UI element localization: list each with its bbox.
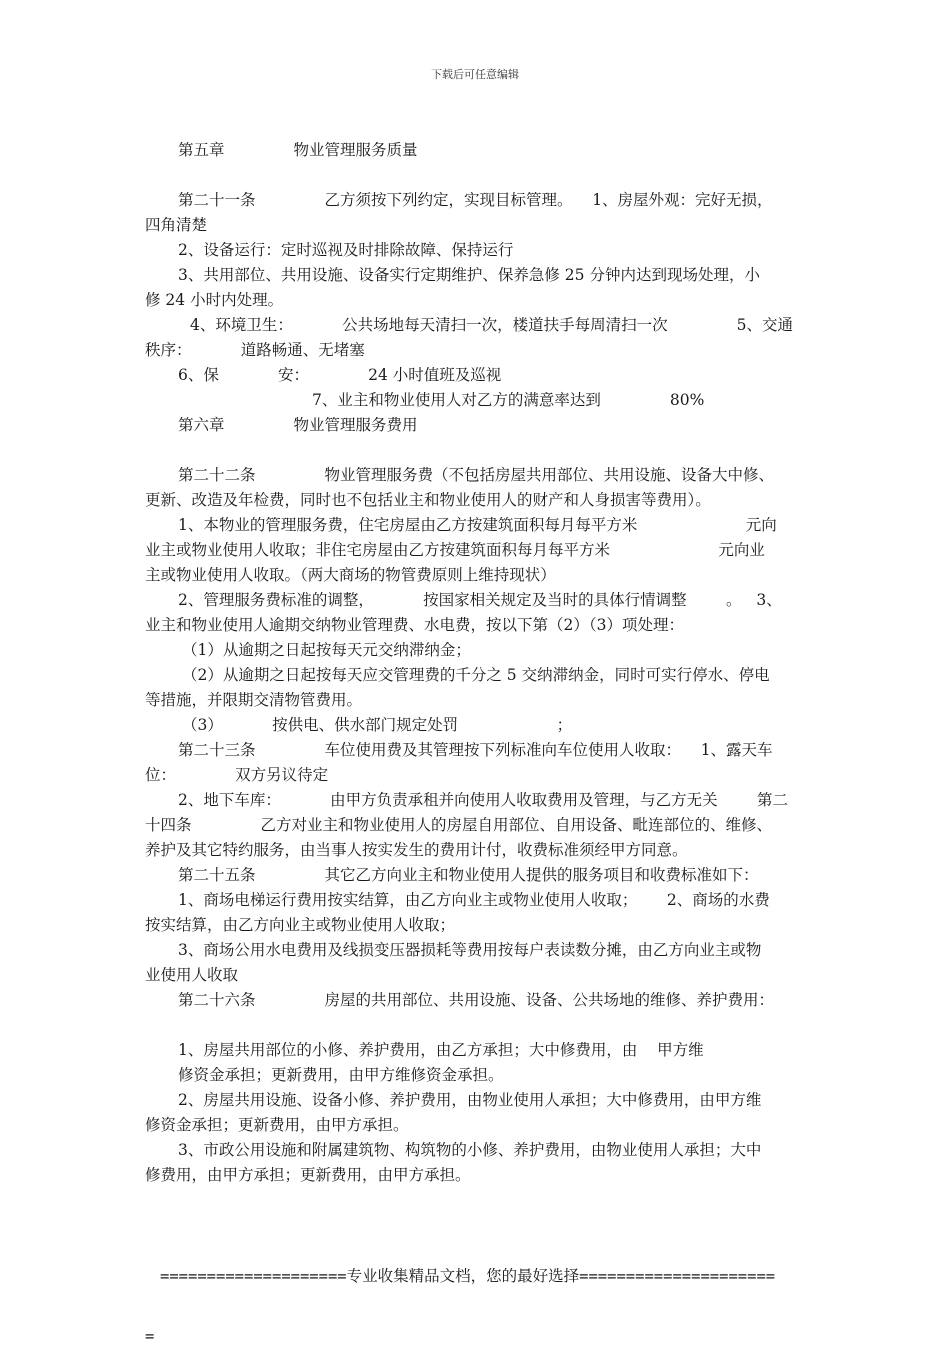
text-line: 4、环境卫生： 公共场地每天清扫一次，楼道扶手每周清扫一次 5、交通: [190, 316, 793, 334]
text-line: 十四条 乙方对业主和物业使用人的房屋自用部位、自用设备、毗连部位的、维修、: [145, 816, 772, 834]
text-line: 第六章 物业管理服务费用: [178, 416, 418, 434]
text-line: 第二十三条 车位使用费及其管理按下列标准向车位使用人收取： 1、露天车: [178, 741, 773, 759]
text-line: 2、地下车库： 由甲方负责承租并向使用人收取费用及管理，与乙方无关 第二: [178, 791, 789, 809]
text-line: 1、本物业的管理服务费，住宅房屋由乙方按建筑面积每月每平方米 元向: [178, 516, 777, 534]
text-line: （1）从逾期之日起按每天元交纳滞纳金；: [182, 641, 471, 659]
footer-line-tail: =: [145, 1327, 155, 1345]
text-line: 第二十二条 物业管理服务费（不包括房屋共用部位、共用设施、设备大中修、: [178, 466, 774, 484]
text-line: （3） 按供电、供水部门规定处罚 ；: [182, 716, 573, 734]
text-line: 业使用人收取: [145, 966, 239, 984]
page-header: 下载后可任意编辑: [431, 68, 519, 81]
text-line: 等措施，并限期交清物管费用。: [145, 691, 363, 709]
text-line: 修资金承担；更新费用，由甲方承担。: [145, 1116, 409, 1134]
text-line: 3、商场公用水电费用及线损变压器损耗等费用按每户表读数分摊，由乙方向业主或物: [178, 941, 762, 959]
text-line: 修费用，由甲方承担；更新费用，由甲方承担。: [145, 1166, 471, 1184]
text-line: 第五章 物业管理服务质量: [178, 141, 418, 159]
text-line: 按实结算，由乙方向业主或物业使用人收取；: [145, 916, 456, 934]
text-line: 第二十六条 房屋的共用部位、共用设施、设备、公共场地的维修、养护费用：: [178, 991, 774, 1009]
text-line: 第二十五条 其它乙方向业主和物业使用人提供的服务项目和收费标准如下：: [178, 866, 759, 884]
text-line: 修 24 小时内处理。: [145, 291, 284, 309]
text-line: 秩序： 道路畅通、无堵塞: [145, 341, 365, 359]
text-line: 1、商场电梯运行费用按实结算，由乙方向业主或物业使用人收取； 2、商场的水费: [178, 891, 770, 909]
footer-banner: [145, 1226, 810, 1366]
text-line: 位： 双方另议待定: [145, 766, 329, 784]
text-line: 7、业主和物业使用人对乙方的满意率达到 80%: [312, 391, 705, 409]
text-line: 2、设备运行：定时巡视及时排除故障、保持运行: [178, 241, 514, 259]
text-line: 修资金承担；更新费用，由甲方维修资金承担。: [178, 1066, 504, 1084]
text-line: 养护及其它特约服务，由当事人按实发生的费用计付，收费标准须经甲方同意。: [145, 841, 688, 859]
text-line: 主或物业使用人收取。（两大商场的物管费原则上维持现状）: [145, 566, 556, 584]
text-line: 业主或物业使用人收取；非住宅房屋由乙方按建筑面积每月每平方米 元向业: [145, 541, 765, 559]
text-line: 第二十一条 乙方须按下列约定，实现目标管理。 1、房屋外观：完好无损，: [178, 191, 773, 209]
text-line: 1、房屋共用部位的小修、养护费用，由乙方承担；大中修费用，由 甲方维: [178, 1041, 704, 1059]
text-line: 3、市政公用设施和附属建筑物、构筑物的小修、养护费用，由物业使用人承担；大中: [178, 1141, 762, 1159]
text-line: 更新、改造及年检费，同时也不包括业主和物业使用人的财产和人身损害等费用）。: [145, 491, 711, 509]
text-line: 四角清楚: [145, 216, 208, 234]
text-line: 2、管理服务费标准的调整， 按国家相关规定及当时的具体行情调整 。 3、: [178, 591, 782, 609]
text-line: 3、共用部位、共用设施、设备实行定期维护、保养急修 25 分钟内达到现场处理，小: [178, 266, 760, 284]
text-line: （2）从逾期之日起按每天应交管理费的千分之 5 交纳滞纳金，同时可实行停水、停电: [182, 666, 770, 684]
text-line: 6、保 安： 24 小时值班及巡视: [178, 366, 502, 384]
text-line: 2、房屋共用设施、设备小修、养护费用，由物业使用人承担；大中修费用，由甲方维: [178, 1091, 762, 1109]
footer-line: ====================专业收集精品文档，您的最好选择=====================: [160, 1267, 776, 1285]
text-line: 业主和物业使用人逾期交纳物业管理费、水电费，按以下第（2）（3）项处理：: [145, 616, 684, 634]
